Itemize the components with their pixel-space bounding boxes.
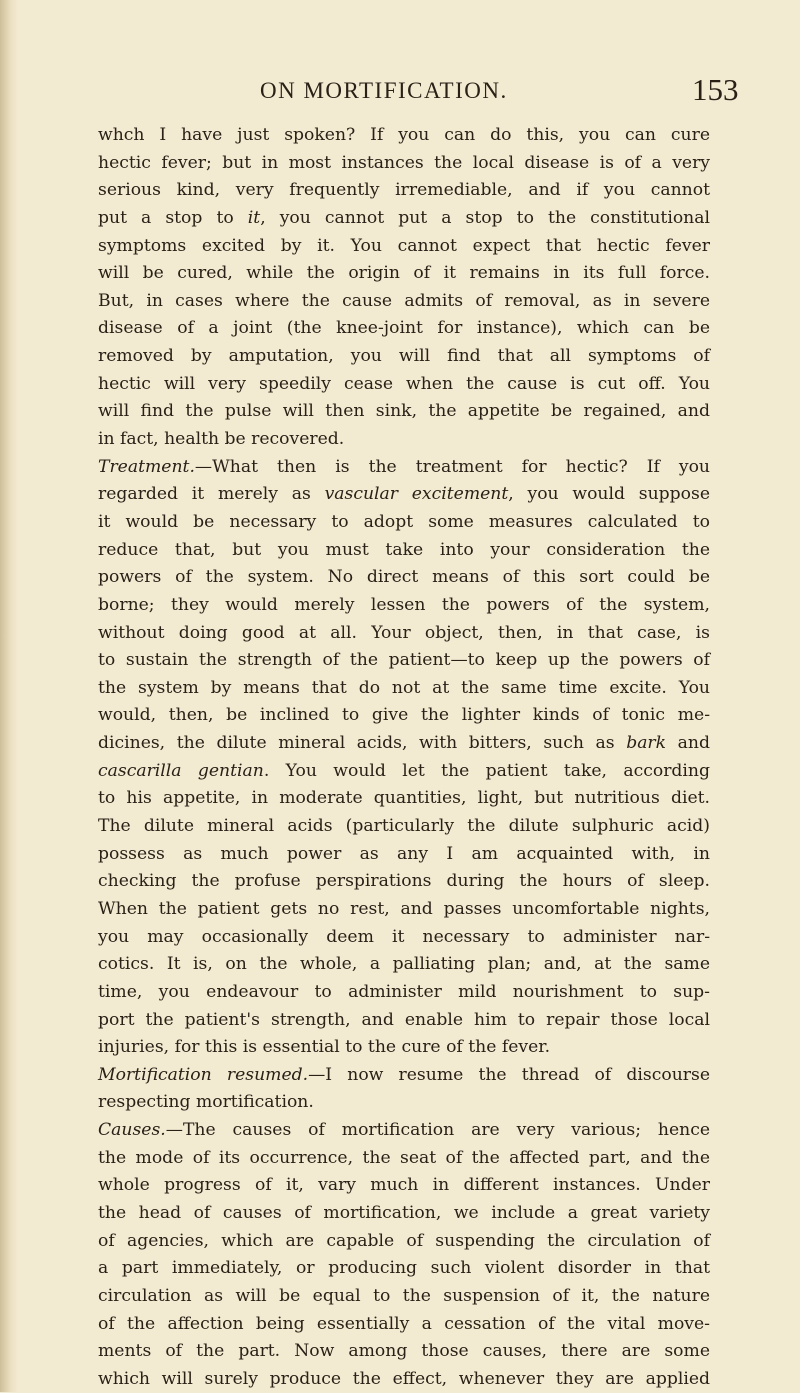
italic-run: Causes. xyxy=(98,1120,166,1141)
text-line xyxy=(98,675,710,703)
text-run: reduce that, but you must take into your consideration the xyxy=(98,539,710,560)
text-run: and xyxy=(666,733,710,754)
text-run: without doing good at all. Your object, then, in that case, is xyxy=(98,622,710,643)
body-text xyxy=(98,122,710,1393)
text-run: When the patient gets no rest, and passes uncomfortable nights, xyxy=(98,898,710,919)
text-run: —I now resume the thread of discourse xyxy=(308,1064,710,1085)
text-run: ments of the part. Now among those causes, there are some xyxy=(98,1341,710,1362)
italic-run: Mortification resumed. xyxy=(98,1064,309,1085)
text-run: —The causes of mortification are very various; hence xyxy=(165,1120,710,1141)
text-run: you may occasionally deem it necessary to administer nar- xyxy=(98,926,710,947)
text-run: possess as much power as any I am acquainted with, in xyxy=(98,843,710,864)
text-line xyxy=(98,315,710,343)
text-run: of the affection being essentially a cessation of the vital move- xyxy=(98,1313,710,1334)
text-line xyxy=(98,1283,710,1311)
text-line xyxy=(98,1062,710,1090)
text-line xyxy=(98,509,710,537)
text-run: —What then is the treatment for hectic? If you xyxy=(194,456,710,477)
text-run: dicines, the dilute mineral acids, with bitters, such as xyxy=(98,733,627,754)
text-line xyxy=(98,564,710,592)
text-line xyxy=(98,426,710,454)
text-run: it would be necessary to adopt some measures calculated to xyxy=(98,511,710,532)
text-line xyxy=(98,647,710,675)
text-line xyxy=(98,1228,710,1256)
text-run: will be cured, while the origin of it remains in its full force. xyxy=(98,263,710,284)
text-line xyxy=(98,150,710,178)
text-line xyxy=(98,1338,710,1366)
text-line xyxy=(98,1145,710,1173)
page-number: 153 xyxy=(692,72,739,107)
text-run: circulation as will be equal to the suspension of it, the nature xyxy=(98,1285,710,1306)
italic-run: it xyxy=(247,207,261,228)
text-run: put a stop to xyxy=(98,207,248,228)
text-run: cotics. It is, on the whole, a palliating plan; and, at the same xyxy=(98,954,710,975)
italic-run: Treatment. xyxy=(98,456,195,477)
text-run: hectic will very speedily cease when the cause is cut off. You xyxy=(98,373,710,394)
text-line xyxy=(98,454,710,482)
text-run: whch I have just spoken? If you can do this, you can cure xyxy=(98,125,710,145)
text-line xyxy=(98,896,710,924)
text-line xyxy=(98,951,710,979)
text-run: the head of causes of mortification, we include a great variety xyxy=(98,1202,710,1223)
text-run: symptoms excited by it. You cannot expect that hectic fever xyxy=(98,235,710,256)
text-run: of agencies, which are capable of suspending the circulation of xyxy=(98,1230,710,1251)
text-run: injuries, for this is essential to the cure of the fever. xyxy=(98,1037,551,1058)
italic-run: bark xyxy=(626,733,667,754)
text-line xyxy=(98,1034,710,1062)
text-line xyxy=(98,343,710,371)
text-run: in fact, health be recovered. xyxy=(98,429,345,450)
text-line xyxy=(98,1172,710,1200)
text-run: removed by amputation, you will find that all symptoms of xyxy=(98,346,710,367)
text-line xyxy=(98,233,710,261)
text-run: to sustain the strength of the patient—to keep up the powers of xyxy=(98,650,710,671)
text-line xyxy=(98,620,710,648)
text-line xyxy=(98,371,710,399)
text-run: the system by means that do not at the same time excite. You xyxy=(98,677,710,698)
text-line xyxy=(98,1366,710,1393)
running-head: ON MORTIFICATION. xyxy=(260,78,508,103)
text-line xyxy=(98,481,710,509)
text-line xyxy=(98,1311,710,1339)
text-run: , you would suppose xyxy=(508,484,710,505)
text-line xyxy=(98,205,710,233)
text-run: borne; they would merely lessen the powers of the system, xyxy=(98,594,710,615)
text-line xyxy=(98,730,710,758)
text-line xyxy=(98,592,710,620)
text-line xyxy=(98,841,710,869)
text-line xyxy=(98,868,710,896)
text-line xyxy=(98,1255,710,1283)
text-run: But, in cases where the cause admits of removal, as in severe xyxy=(98,290,710,311)
text-run: disease of a joint (the knee-joint for instance), which can be xyxy=(98,318,710,339)
text-run: . You would let the patient take, according xyxy=(263,760,711,781)
text-run: time, you endeavour to administer mild nourishment to sup- xyxy=(98,981,710,1002)
text-line xyxy=(98,122,710,150)
text-line xyxy=(98,1007,710,1035)
text-line xyxy=(98,288,710,316)
italic-run: cascarilla gentian xyxy=(98,760,264,781)
text-line xyxy=(98,1089,710,1117)
text-run: The dilute mineral acids (particularly the dilute sulphuric acid) xyxy=(98,816,710,837)
text-run: powers of the system. No direct means of this sort could be xyxy=(98,567,710,588)
text-run: hectic fever; but in most instances the local disease is of a very xyxy=(98,152,710,173)
text-line xyxy=(98,785,710,813)
text-run: the mode of its occurrence, the seat of the affected part, and the xyxy=(98,1147,710,1168)
text-line xyxy=(98,813,710,841)
text-run: serious kind, very frequently irremediable, and if you cannot xyxy=(98,180,710,201)
text-run: which will surely produce the effect, whenever they are applied xyxy=(98,1368,710,1389)
text-run: a part immediately, or producing such violent disorder in that xyxy=(98,1258,710,1279)
text-line xyxy=(98,1200,710,1228)
text-line xyxy=(98,537,710,565)
text-run: port the patient's strength, and enable him to repair those local xyxy=(98,1009,710,1030)
text-run: checking the profuse perspirations during the hours of sleep. xyxy=(98,871,710,892)
text-line xyxy=(98,702,710,730)
text-run: whole progress of it, vary much in different instances. Under xyxy=(98,1175,710,1196)
text-run: respecting mortification. xyxy=(98,1092,314,1113)
text-line xyxy=(98,758,710,786)
text-run: , you cannot put a stop to the constitutional xyxy=(260,207,710,228)
text-run: regarded it merely as xyxy=(98,484,325,505)
text-line xyxy=(98,398,710,426)
text-run: will find the pulse will then sink, the appetite be regained, and xyxy=(98,401,710,422)
text-run: would, then, be inclined to give the lighter kinds of tonic me- xyxy=(98,705,710,726)
text-line xyxy=(98,1117,710,1145)
text-line xyxy=(98,924,710,952)
text-line xyxy=(98,177,710,205)
text-run: to his appetite, in moderate quantities, light, but nutritious diet. xyxy=(98,788,710,809)
text-line xyxy=(98,260,710,288)
text-line xyxy=(98,979,710,1007)
italic-run: vascular excitement xyxy=(324,484,509,505)
page-edge-shadow xyxy=(0,0,18,1392)
